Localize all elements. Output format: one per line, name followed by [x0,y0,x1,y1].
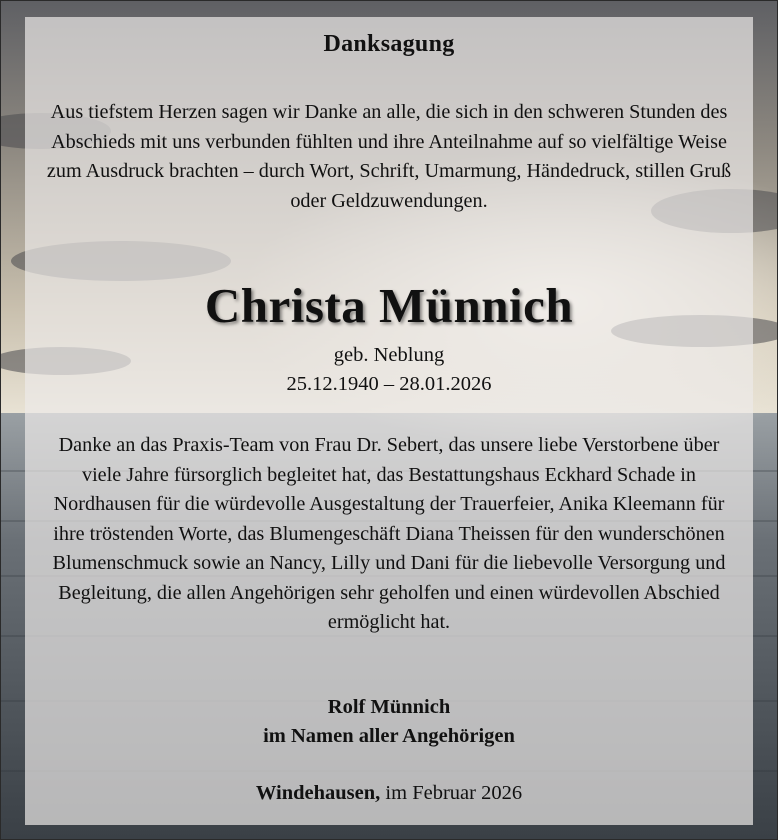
date-line: im Februar 2026 [380,782,523,804]
birth-name: geb. Neblung [333,344,445,366]
signature-name: Rolf Münnich [327,696,451,718]
notice-panel [25,17,753,825]
life-dates: 25.12.1940 – 28.01.2026 [286,373,492,395]
thanks-paragraph: Danke an das Praxis-Team von Frau Dr. Sebert, das unsere liebe Verstorbene über viele Jahre fürsorglich begleitet hat, das Bestattungshaus Eckhard Schade in Nordhausen für die würdevolle Ausgestaltung der Trauerfeier, Anika Kleemann für ihre tröstenden Worte, das Blumengeschäft Diana Theissen für den wunderschönen Blumenschmuck sowie an Nancy, Lilly und Dani für die liebevolle Versorgung und Begleitung, die allen Angehörigen sehr geholfen und einen würdevollen Abschied ermöglicht hat. [52,434,726,633]
place-date-line [25,779,753,808]
place-name: Windehausen, [255,782,381,804]
intro-paragraph: Aus tiefstem Herzen sagen wir Danke an alle, die sich in den schweren Stunden des Abschieds mit uns verbunden fühlten und ihre Anteilnahme auf so vielfältige Weise zum Ausdruck brachten – durch Wort, Schrift, Umarmung, Händedruck, stillen Gruß oder Geldzuwendungen. [46,101,732,212]
notice-heading: Danksagung [323,31,455,57]
deceased-name: Christa Münnich [204,278,574,333]
signature-note: im Namen aller Angehörigen [263,725,515,747]
